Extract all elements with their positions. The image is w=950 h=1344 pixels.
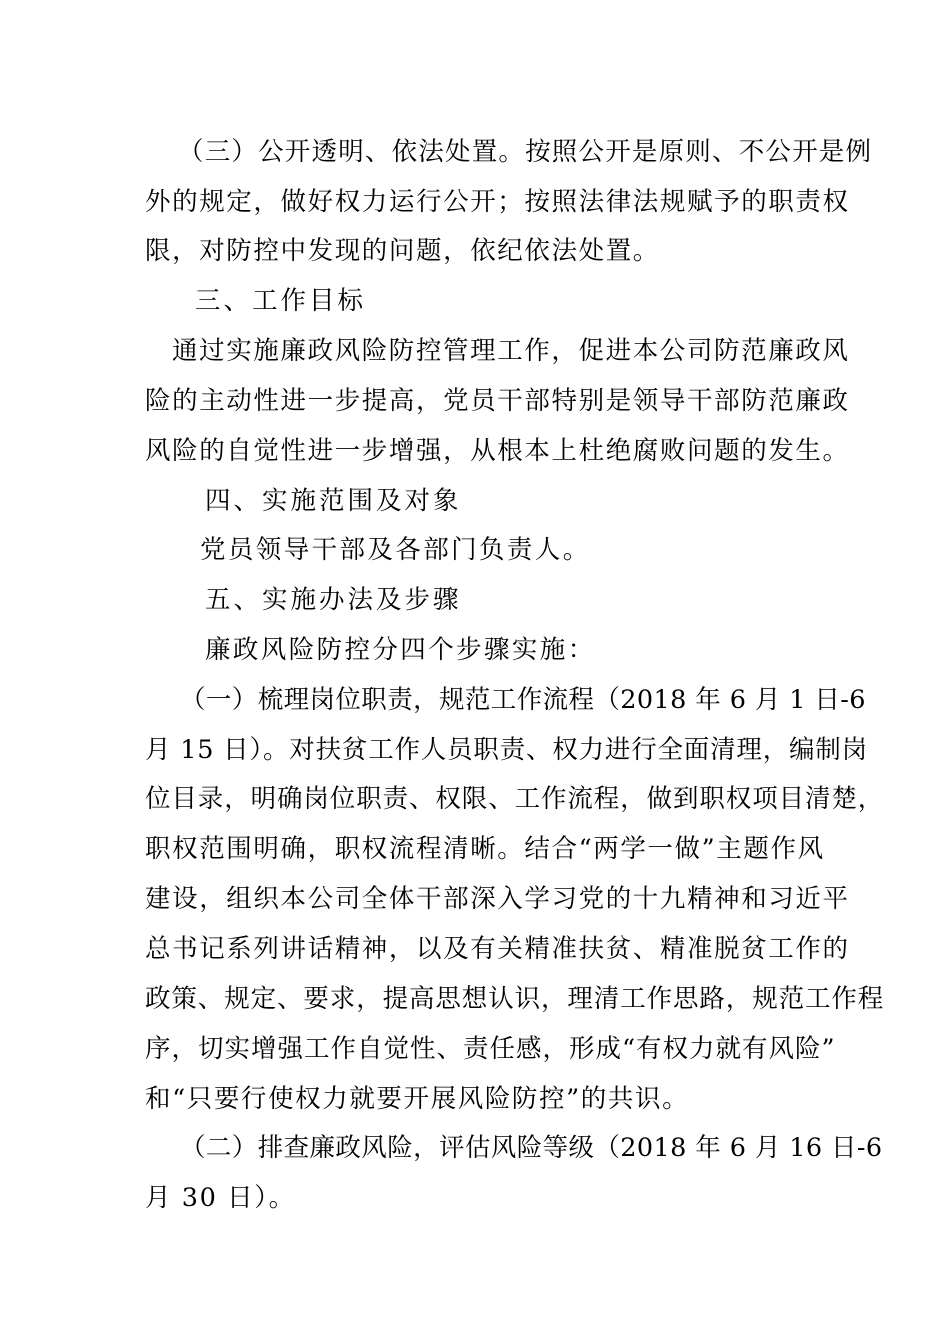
section-heading: 五、实施办法及步骤 [205, 585, 462, 615]
paragraph-line: 风险的自觉性进一步增强，从根本上杜绝腐败问题的发生。 [145, 436, 850, 466]
paragraph-line: （二）排查廉政风险，评估风险等级（2018 年 6 月 16 日-6 [180, 1133, 883, 1163]
section-heading: 四、实施范围及对象 [205, 486, 462, 516]
paragraph-line: 外的规定，做好权力运行公开；按照法律法规赋予的职责权 [145, 187, 850, 217]
paragraph-line: 党员领导干部及各部门负责人。 [200, 535, 591, 565]
paragraph-line: 廉政风险防控分四个步骤实施： [205, 635, 596, 665]
paragraph-line: 位目录，明确岗位职责、权限、工作流程，做到职权项目清楚， [145, 784, 885, 814]
paragraph-line: 政策、规定、要求，提高思想认识，理清工作思路，规范工作程 [145, 984, 885, 1014]
paragraph-line: 和“只要行使权力就要开展风险防控”的共识。 [145, 1084, 690, 1114]
paragraph-line: 月 15 日）。对扶贫工作人员职责、权力进行全面清理，编制岗 [145, 735, 868, 765]
paragraph-line: 险的主动性进一步提高，党员干部特别是领导干部防范廉政 [145, 386, 850, 416]
paragraph-line: （三）公开透明、依法处置。按照公开是原则、不公开是例 [178, 137, 873, 167]
paragraph-line: 职权范围明确，职权流程清晰。结合“两学一做”主题作风 [145, 834, 825, 864]
paragraph-line: （一）梳理岗位职责，规范工作流程（2018 年 6 月 1 日-6 [180, 685, 866, 715]
paragraph-line: 总书记系列讲话精神，以及有关精准扶贫、精准脱贫工作的 [145, 934, 850, 964]
paragraph-line: 月 30 日）。 [145, 1183, 296, 1213]
paragraph-line: 限，对防控中发现的问题，依纪依法处置。 [145, 236, 660, 266]
paragraph-line: 通过实施廉政风险防控管理工作，促进本公司防范廉政风 [172, 336, 850, 366]
paragraph-line: 序，切实增强工作自觉性、责任感，形成“有权力就有风险” [145, 1034, 836, 1064]
paragraph-line: 建设，组织本公司全体干部深入学习党的十九精神和习近平 [145, 884, 850, 914]
section-heading: 三、工作目标 [195, 286, 367, 316]
